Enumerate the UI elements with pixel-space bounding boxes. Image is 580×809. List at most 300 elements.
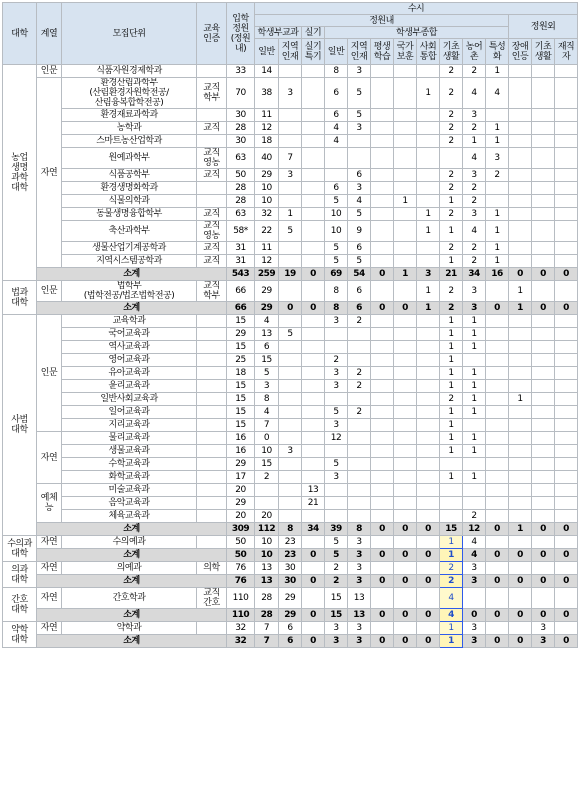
value-cell: 7 — [279, 148, 302, 169]
subtotal-value: 0 — [532, 523, 555, 536]
value-cell — [371, 393, 394, 406]
value-cell: 5 — [348, 109, 371, 122]
value-cell — [417, 510, 440, 523]
value-cell — [509, 242, 532, 255]
value-cell — [417, 315, 440, 328]
subtotal-value: 1 — [509, 302, 532, 315]
value-cell — [486, 195, 509, 208]
series-cell: 자연 — [37, 562, 62, 575]
value-cell — [371, 588, 394, 609]
value-cell: 1 — [486, 208, 509, 221]
value-cell: 1 — [486, 242, 509, 255]
value-cell — [371, 242, 394, 255]
value-cell: 2 — [463, 195, 486, 208]
value-cell — [509, 445, 532, 458]
teach-cert-cell — [197, 328, 227, 341]
value-cell: 8 — [325, 281, 348, 302]
value-cell — [325, 341, 348, 354]
value-cell — [371, 65, 394, 78]
value-cell — [371, 169, 394, 182]
subtotal-value: 29 — [279, 609, 302, 622]
table-row — [3, 354, 578, 367]
value-cell: 1 — [417, 281, 440, 302]
value-cell — [417, 367, 440, 380]
subtotal-value: 0 — [486, 549, 509, 562]
header-col-8: 기초 생활 — [440, 39, 463, 65]
unit-name: 농학과 — [62, 122, 197, 135]
subtotal-value: 0 — [417, 523, 440, 536]
value-cell — [394, 458, 417, 471]
quota-cell: 15 — [227, 380, 255, 393]
header-teach-cert: 교육 인증 — [197, 3, 227, 65]
value-cell — [417, 195, 440, 208]
table-row — [3, 562, 578, 575]
value-cell — [555, 622, 578, 635]
teach-cert-cell — [197, 458, 227, 471]
value-cell — [302, 406, 325, 419]
value-cell — [555, 65, 578, 78]
value-cell — [279, 471, 302, 484]
value-cell — [255, 497, 279, 510]
univ-cell: 농업 생명 과학 대학 — [3, 65, 37, 281]
value-cell — [394, 380, 417, 393]
unit-name: 윤리교육과 — [62, 380, 197, 393]
value-cell — [509, 78, 532, 109]
unit-name: 생물교육과 — [62, 445, 197, 458]
univ-cell: 약학 대학 — [3, 622, 37, 648]
subtotal-value: 0 — [486, 575, 509, 588]
value-cell: 3 — [325, 367, 348, 380]
teach-cert-cell: 교직 영농 — [197, 221, 227, 242]
value-cell — [486, 458, 509, 471]
subtotal-value: 0 — [394, 523, 417, 536]
value-cell: 1 — [440, 380, 463, 393]
subtotal-value: 0 — [394, 635, 417, 648]
series-cell: 인문 — [37, 315, 62, 432]
value-cell: 2 — [486, 169, 509, 182]
unit-name: 유아교육과 — [62, 367, 197, 380]
value-cell: 1 — [463, 367, 486, 380]
value-cell — [302, 255, 325, 268]
unit-name: 화학교육과 — [62, 471, 197, 484]
value-cell — [371, 109, 394, 122]
value-cell: 10 — [325, 208, 348, 221]
series-cell: 자연 — [37, 588, 62, 609]
value-cell: 1 — [394, 195, 417, 208]
subtotal-value: 0 — [394, 609, 417, 622]
subtotal-value: 13 — [255, 575, 279, 588]
subtotal-value: 0 — [417, 635, 440, 648]
subtotal-value: 0 — [371, 523, 394, 536]
value-cell — [302, 341, 325, 354]
quota-cell: 58* — [227, 221, 255, 242]
value-cell: 10 — [255, 445, 279, 458]
table-row — [3, 78, 578, 109]
teach-cert-cell — [197, 195, 227, 208]
value-cell: 14 — [255, 65, 279, 78]
value-cell — [509, 208, 532, 221]
value-cell — [555, 328, 578, 341]
value-cell — [371, 510, 394, 523]
value-cell: 38 — [255, 78, 279, 109]
unit-name: 법학부 (법학전공/법조법학전공) — [62, 281, 197, 302]
value-cell: 1 — [463, 406, 486, 419]
value-cell — [394, 315, 417, 328]
value-cell — [555, 562, 578, 575]
value-cell — [394, 182, 417, 195]
header-col-1: 지역 인재 — [279, 39, 302, 65]
value-cell — [394, 135, 417, 148]
value-cell — [509, 536, 532, 549]
value-cell: 21 — [302, 497, 325, 510]
value-cell: 20 — [255, 510, 279, 523]
value-cell: 15 — [325, 588, 348, 609]
value-cell — [325, 497, 348, 510]
subtotal-value: 0 — [279, 302, 302, 315]
value-cell: 1 — [463, 471, 486, 484]
value-cell — [555, 419, 578, 432]
value-cell — [394, 510, 417, 523]
value-cell — [509, 135, 532, 148]
subtotal-value: 1 — [509, 523, 532, 536]
subtotal-value: 0 — [302, 609, 325, 622]
value-cell — [417, 169, 440, 182]
teach-cert-cell: 교직 학부 — [197, 78, 227, 109]
value-cell — [371, 148, 394, 169]
teach-cert-cell — [197, 354, 227, 367]
value-cell: 3 — [348, 622, 371, 635]
value-cell — [394, 242, 417, 255]
table-row — [3, 242, 578, 255]
teach-cert-cell — [197, 432, 227, 445]
value-cell: 5 — [325, 195, 348, 208]
unit-name: 수학교육과 — [62, 458, 197, 471]
value-cell — [394, 471, 417, 484]
value-cell — [463, 458, 486, 471]
teach-cert-cell — [197, 380, 227, 393]
subtotal-value: 10 — [255, 549, 279, 562]
value-cell: 3 — [463, 622, 486, 635]
value-cell — [555, 255, 578, 268]
value-cell — [509, 471, 532, 484]
value-cell: 4 — [463, 148, 486, 169]
value-cell — [555, 221, 578, 242]
value-cell — [371, 380, 394, 393]
value-cell — [417, 562, 440, 575]
value-cell — [279, 281, 302, 302]
value-cell — [532, 328, 555, 341]
subtotal-value: 2 — [440, 575, 463, 588]
value-cell — [394, 419, 417, 432]
value-cell — [325, 393, 348, 406]
quota-cell: 28 — [227, 182, 255, 195]
table-row — [3, 484, 578, 497]
value-cell — [302, 242, 325, 255]
value-cell: 2 — [348, 315, 371, 328]
quota-cell: 25 — [227, 354, 255, 367]
header-univ: 대학 — [3, 3, 37, 65]
value-cell — [532, 510, 555, 523]
value-cell — [417, 148, 440, 169]
value-cell — [555, 242, 578, 255]
value-cell: 30 — [279, 562, 302, 575]
value-cell — [463, 354, 486, 367]
value-cell: 1 — [440, 354, 463, 367]
value-cell: 13 — [348, 588, 371, 609]
table-row — [3, 497, 578, 510]
value-cell: 2 — [440, 182, 463, 195]
value-cell: 11 — [255, 109, 279, 122]
value-cell — [371, 458, 394, 471]
subtotal-value: 0 — [371, 302, 394, 315]
subtotal-value: 0 — [555, 609, 578, 622]
value-cell — [371, 122, 394, 135]
value-cell: 1 — [486, 65, 509, 78]
value-cell: 2 — [463, 122, 486, 135]
value-cell — [532, 393, 555, 406]
value-cell: 3 — [348, 182, 371, 195]
value-cell: 1 — [440, 419, 463, 432]
teach-cert-cell: 교직 — [197, 242, 227, 255]
subtotal-value: 4 — [463, 549, 486, 562]
value-cell — [555, 458, 578, 471]
quota-cell: 15 — [227, 406, 255, 419]
value-cell — [555, 432, 578, 445]
value-cell — [302, 182, 325, 195]
value-cell — [532, 281, 555, 302]
series-cell: 인문 — [37, 65, 62, 78]
subtotal-value: 0 — [302, 302, 325, 315]
value-cell — [302, 221, 325, 242]
value-cell: 12 — [325, 432, 348, 445]
subtotal-label: 소계 — [37, 523, 227, 536]
value-cell — [371, 281, 394, 302]
value-cell: 3 — [255, 380, 279, 393]
value-cell — [440, 458, 463, 471]
value-cell — [532, 354, 555, 367]
unit-name: 생물산업기계공학과 — [62, 242, 197, 255]
subtotal-value: 0 — [371, 609, 394, 622]
value-cell — [348, 393, 371, 406]
header-col-9: 농어 촌 — [463, 39, 486, 65]
subtotal-value: 1 — [440, 635, 463, 648]
value-cell: 2 — [325, 562, 348, 575]
value-cell: 6 — [325, 182, 348, 195]
value-cell: 5 — [348, 255, 371, 268]
value-cell: 2 — [463, 242, 486, 255]
quota-cell: 18 — [227, 367, 255, 380]
subtotal-value: 19 — [279, 268, 302, 281]
subtotal-value: 0 — [394, 549, 417, 562]
value-cell — [348, 445, 371, 458]
subtotal-value: 0 — [463, 609, 486, 622]
value-cell — [417, 135, 440, 148]
value-cell — [325, 169, 348, 182]
value-cell — [394, 562, 417, 575]
value-cell: 29 — [279, 588, 302, 609]
series-cell: 자연 — [37, 432, 62, 484]
subtotal-row — [3, 302, 578, 315]
value-cell — [255, 484, 279, 497]
value-cell: 2 — [348, 380, 371, 393]
subtotal-value: 1 — [394, 268, 417, 281]
value-cell — [279, 122, 302, 135]
value-cell — [509, 65, 532, 78]
subtotal-value: 3 — [325, 635, 348, 648]
table-row — [3, 432, 578, 445]
value-cell — [394, 432, 417, 445]
value-cell — [532, 148, 555, 169]
value-cell: 4 — [486, 78, 509, 109]
quota-cell: 20 — [227, 510, 255, 523]
value-cell — [532, 406, 555, 419]
header-student-record-subject: 학생부교과 — [255, 27, 302, 39]
value-cell — [302, 354, 325, 367]
value-cell: 7 — [255, 622, 279, 635]
value-cell: 1 — [486, 255, 509, 268]
teach-cert-cell — [197, 315, 227, 328]
subtotal-value: 1 — [440, 549, 463, 562]
value-cell: 4 — [325, 135, 348, 148]
table-row — [3, 393, 578, 406]
value-cell — [302, 281, 325, 302]
value-cell — [394, 78, 417, 109]
header-outside: 정원외 — [509, 15, 578, 39]
value-cell — [302, 367, 325, 380]
unit-name: 영어교육과 — [62, 354, 197, 367]
value-cell — [532, 419, 555, 432]
value-cell — [302, 458, 325, 471]
quota-cell: 16 — [227, 432, 255, 445]
value-cell — [348, 419, 371, 432]
value-cell — [509, 354, 532, 367]
value-cell: 1 — [463, 432, 486, 445]
value-cell — [394, 281, 417, 302]
table-row — [3, 510, 578, 523]
value-cell — [394, 367, 417, 380]
value-cell — [348, 341, 371, 354]
value-cell — [509, 380, 532, 393]
subtotal-value: 2 — [440, 302, 463, 315]
teach-cert-cell: 교직 — [197, 169, 227, 182]
header-series: 계열 — [37, 3, 62, 65]
unit-name: 물리교육과 — [62, 432, 197, 445]
table-row — [3, 135, 578, 148]
teach-cert-cell — [197, 510, 227, 523]
value-cell: 6 — [348, 169, 371, 182]
value-cell — [279, 367, 302, 380]
value-cell: 22 — [255, 221, 279, 242]
value-cell — [394, 536, 417, 549]
value-cell: 3 — [463, 109, 486, 122]
value-cell — [417, 471, 440, 484]
table-row — [3, 588, 578, 609]
quota-cell: 30 — [227, 109, 255, 122]
value-cell — [302, 445, 325, 458]
table-row — [3, 182, 578, 195]
value-cell — [486, 510, 509, 523]
value-cell — [371, 354, 394, 367]
table-row — [3, 419, 578, 432]
table-body — [3, 65, 578, 648]
value-cell — [394, 148, 417, 169]
value-cell — [417, 182, 440, 195]
subtotal-value: 3 — [417, 268, 440, 281]
value-cell: 3 — [325, 622, 348, 635]
value-cell — [532, 445, 555, 458]
univ-cell: 사범 대학 — [3, 315, 37, 536]
value-cell — [302, 109, 325, 122]
value-cell — [463, 497, 486, 510]
subtotal-value: 0 — [486, 302, 509, 315]
subtotal-value: 0 — [417, 609, 440, 622]
value-cell: 5 — [255, 367, 279, 380]
subtotal-row — [3, 523, 578, 536]
teach-cert-cell: 교직 — [197, 255, 227, 268]
value-cell: 2 — [463, 182, 486, 195]
value-cell — [417, 406, 440, 419]
value-cell: 2 — [325, 354, 348, 367]
value-cell — [486, 562, 509, 575]
value-cell — [302, 315, 325, 328]
value-cell — [325, 484, 348, 497]
subtotal-value: 8 — [348, 523, 371, 536]
value-cell — [394, 497, 417, 510]
value-cell: 3 — [279, 445, 302, 458]
table-header — [3, 3, 578, 65]
teach-cert-cell — [197, 406, 227, 419]
unit-name: 환경생명화학과 — [62, 182, 197, 195]
admission-quota-table — [2, 2, 578, 648]
value-cell — [555, 406, 578, 419]
value-cell — [509, 562, 532, 575]
value-cell — [486, 380, 509, 393]
value-cell: 1 — [509, 281, 532, 302]
subtotal-value: 0 — [371, 549, 394, 562]
value-cell — [555, 195, 578, 208]
subtotal-value: 0 — [371, 575, 394, 588]
value-cell — [486, 367, 509, 380]
value-cell — [555, 208, 578, 221]
value-cell: 11 — [255, 242, 279, 255]
value-cell — [509, 497, 532, 510]
value-cell — [532, 497, 555, 510]
value-cell — [325, 328, 348, 341]
unit-name: 일반사회교육과 — [62, 393, 197, 406]
unit-name: 지리교육과 — [62, 419, 197, 432]
value-cell — [348, 497, 371, 510]
teach-cert-cell — [197, 471, 227, 484]
value-cell — [279, 393, 302, 406]
value-cell — [348, 510, 371, 523]
value-cell — [509, 221, 532, 242]
value-cell — [394, 65, 417, 78]
subtotal-value: 34 — [463, 268, 486, 281]
value-cell: 2 — [440, 242, 463, 255]
value-cell — [440, 510, 463, 523]
value-cell — [371, 419, 394, 432]
value-cell — [555, 354, 578, 367]
unit-name: 환경재료과학과 — [62, 109, 197, 122]
quota-cell: 63 — [227, 148, 255, 169]
teach-cert-cell: 교직 — [197, 122, 227, 135]
table-row — [3, 148, 578, 169]
subtotal-value: 259 — [255, 268, 279, 281]
value-cell — [486, 419, 509, 432]
teach-cert-cell — [197, 445, 227, 458]
value-cell — [394, 109, 417, 122]
value-cell: 5 — [279, 221, 302, 242]
